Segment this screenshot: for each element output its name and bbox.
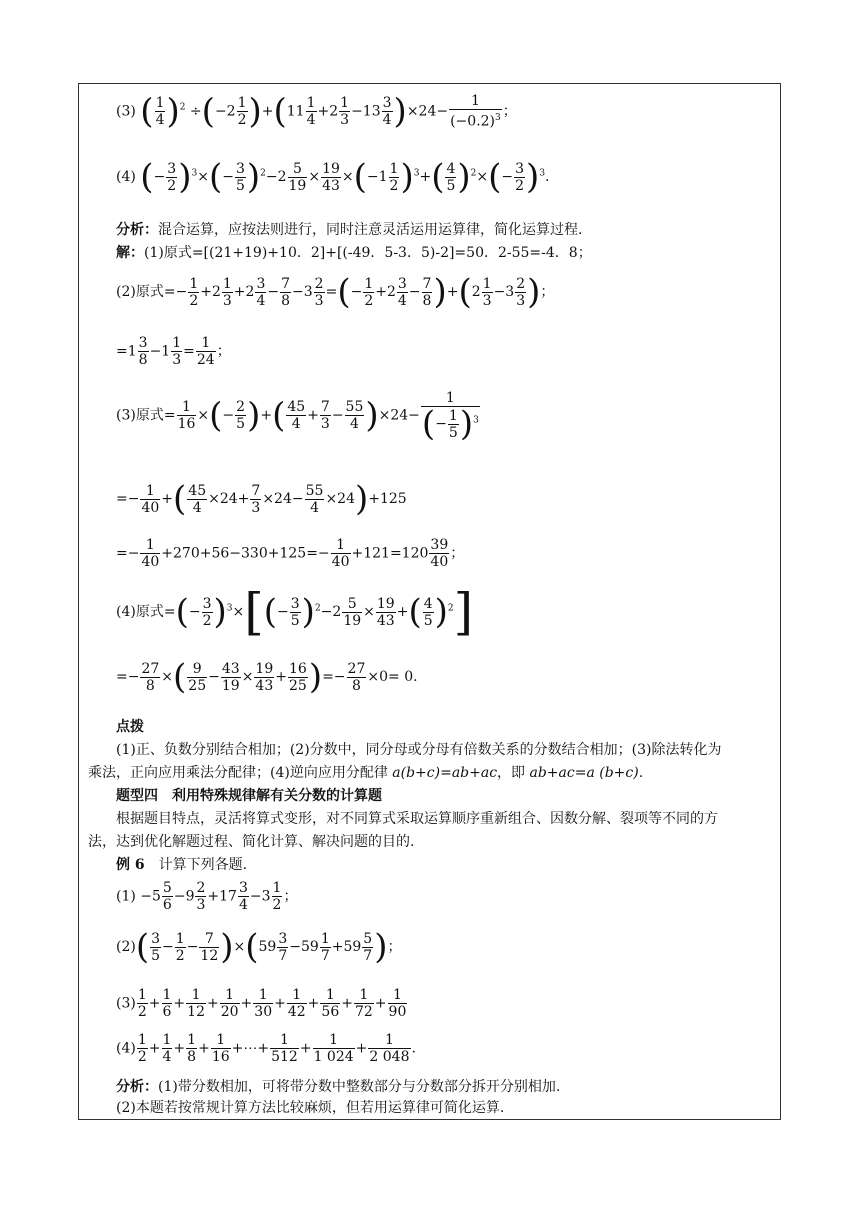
tip-formula: a(b+c)=ab+ac xyxy=(392,765,498,781)
solution-2: (2)原式=− $\frac{1}{2}$ +2 $\frac{1}{3}$ +2 $\frac{3}{4}$ − $\frac{7}{8}$ −3 $\frac{2}{3}$ =(− $\frac{1}{2}$ +2 $\frac{3}{4}$ − $\frac{7}{8}$ )+(2 $\frac{1}{3}$ −3 $\frac{2}{3}$ )； xyxy=(116,272,555,312)
solution-3-step3: =− $\frac{1}{40}$ +270+56−330+125=− $\frac{1}{40}$ +121=120 $\frac{39}{40}$ ； xyxy=(116,537,465,570)
tip-formula-2: ab+ac=a (b+c) xyxy=(529,765,639,781)
example-label: 例 6 xyxy=(116,857,145,873)
analysis-2-line-1 xyxy=(116,1077,560,1097)
tip-text-2 xyxy=(88,763,643,783)
section-4-title: 题型四 利用特殊规律解有关分数的计算题 xyxy=(116,788,382,804)
problem-3: (3) ( $\frac{1}{4}$ )$^2$ ÷(−2 $\frac{1}{2}$ )+(11 $\frac{1}{4}$ +2 $\frac{1}{3}$ −13 $\frac{3}{4}$ )×24− $\frac{1}{(-0.2)^3}$ ； xyxy=(116,91,517,132)
solution-4-label: (4)原式 xyxy=(116,604,164,620)
solution-2-result: =1 $\frac{3}{8}$ −1 $\frac{1}{3}$ = $\frac{1}{24}$ ； xyxy=(116,335,231,368)
analysis-2-label: 分析： xyxy=(116,1079,158,1095)
analysis-2-text-1: (1)带分数相加，可将带分数中整数部分与分数部分拆开分别相加. xyxy=(158,1079,561,1095)
analysis-2-line-2: (2)本题若按常规计算方法比较麻烦，但若用运算律可简化运算. xyxy=(116,1100,505,1116)
tip-text-1: (1)正、负数分别结合相加；(2)分数中，同分母或分母有倍数关系的分数结合相加；(3)除法转化为 xyxy=(116,742,722,758)
example-6-problem-4: (4) $\frac{1}{2}$ + $\frac{1}{4}$ + $\frac{1}{8}$ + $\frac{1}{16}$ +⋯+ $\frac{1}{512}$ + $\frac{1}{1 024}$ + $\frac{1}{2 048}$ . xyxy=(116,1032,416,1065)
example-6-problem-3: (3) $\frac{1}{2}$ + $\frac{1}{6}$ + $\frac{1}{12}$ + $\frac{1}{20}$ + $\frac{1}{30}$ + $\frac{1}{42}$ + $\frac{1}{56}$ + $\frac{1}{72}$ + $\frac{1}{90}$ xyxy=(116,987,407,1020)
example-6 xyxy=(116,855,247,875)
solution-4: (4)原式=(− $\frac{3}{2}$ )$^3$×[(− $\frac{3}{5}$ )$^2$−2 $\frac{5}{19}$ × $\frac{19}{43}$ +( $\frac{4}{5}$ )$^2$] xyxy=(116,583,474,641)
example-6-problem-1: (1) −5 $\frac{5}{6}$ −9 $\frac{2}{3}$ +17 $\frac{3}{4}$ −3 $\frac{1}{2}$ ； xyxy=(116,880,298,913)
tip-text-2b: ，即 xyxy=(497,765,530,781)
solution-3-step2: =− $\frac{1}{40}$ +( $\frac{45}{4}$ ×24+ $\frac{7}{3}$ ×24− $\frac{55}{4}$ ×24)+125 xyxy=(116,479,407,519)
solution-3-label: (3)原式 xyxy=(116,407,164,424)
problem-label: (3) xyxy=(116,103,136,120)
problem-4: (4) (− $\frac{3}{2}$ )$^3$×(− $\frac{3}{5}$ )$^2$−2 $\frac{5}{19}$ × $\frac{19}{43}$ ×(−1 $\frac{1}{2}$ )$^3$+( $\frac{4}{5}$ )$^2$×(− $\frac{3}{2}$ )$^3$. xyxy=(116,157,550,197)
section-4-desc-1: 根据题目特点，灵活将算式变形，对不同算式采取运算顺序重新组合、因数分解、裂项等不同的方 xyxy=(116,811,718,827)
example-text: 计算下列各题. xyxy=(158,857,248,873)
section-4-desc-2: 法，达到优化解题过程、简化计算、解决问题的目的. xyxy=(88,834,415,850)
analysis-1 xyxy=(116,220,582,240)
analysis-text: 混合运算，应按法则进行，同时注意灵活运用运算律，简化运算过程. xyxy=(158,222,583,238)
example-6-problem-2: (2)( $\frac{3}{5}$ − $\frac{1}{2}$ − $\frac{7}{12}$ )×(59 $\frac{3}{7}$ −59 $\frac{1}{7}$ +59 $\frac{5}{7}$ )； xyxy=(116,927,402,967)
analysis-label: 分析： xyxy=(116,222,158,238)
tip-text-2c: . xyxy=(638,765,644,781)
solution-label: 解： xyxy=(116,245,144,261)
solution-line-1 xyxy=(116,243,592,263)
solution-2-label: (2)原式 xyxy=(116,284,164,300)
solution-4-result: =− $\frac{27}{8}$ ×( $\frac{9}{25}$ − $\frac{43}{19}$ × $\frac{19}{43}$ + $\frac{16}{25}$ )=− $\frac{27}{8}$ ×0= 0. xyxy=(116,657,418,697)
solution-3: (3)原式= $\frac{1}{16}$ ×(− $\frac{2}{5}$ )+( $\frac{45}{4}$ + $\frac{7}{3}$ − $\frac{55}{4}$ )×24− 1 (− $\frac{1}{5}$ )$^3$ xyxy=(116,390,479,444)
tip-title: 点拨 xyxy=(116,719,144,735)
solution-text: (1)原式=[(21+19)+10．2]+[(-49．5-3．5)-2]=50．2-55=-4．8； xyxy=(144,245,592,261)
problem-label: (4) xyxy=(116,169,136,185)
tip-text-2a: 乘法，正向应用乘法分配律；(4)逆向应用分配律 xyxy=(88,765,393,781)
